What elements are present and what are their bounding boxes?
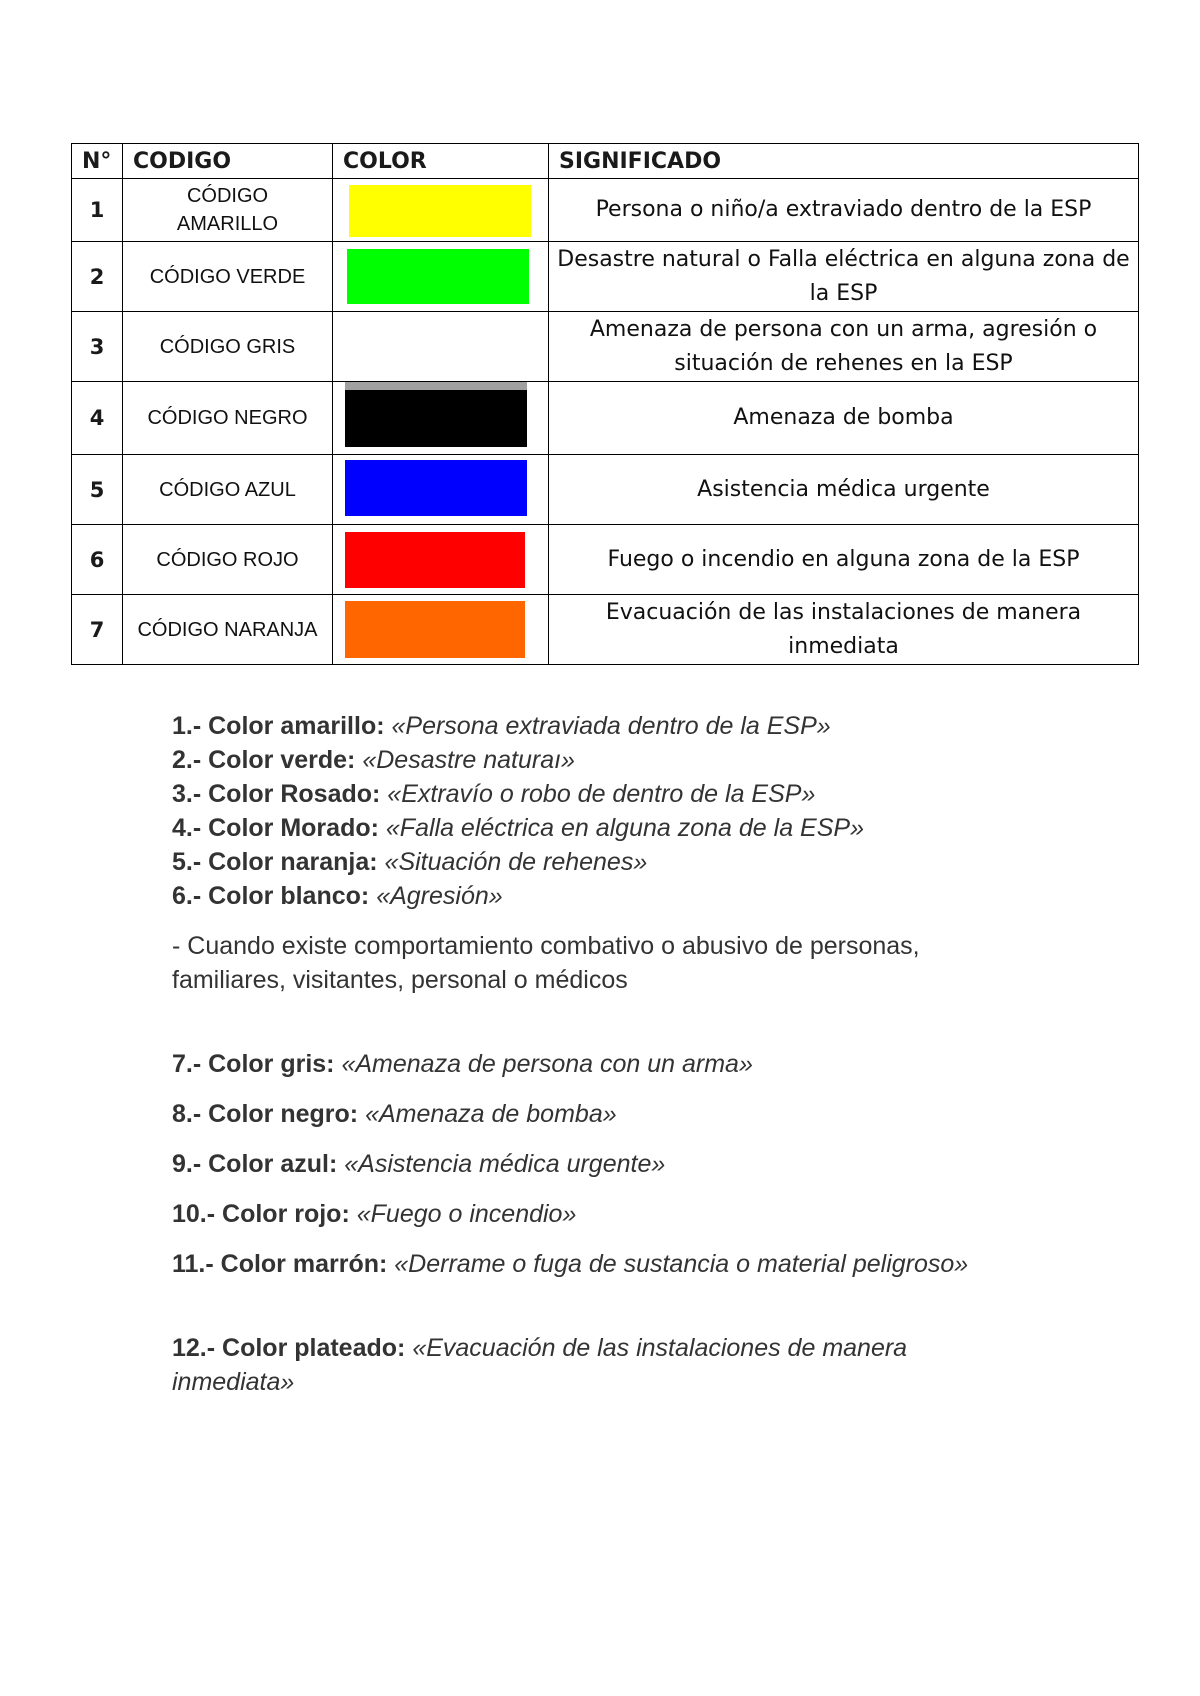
row-number: 2 — [72, 242, 123, 312]
legend-label: 11.- Color marrón: — [172, 1250, 388, 1278]
row-number: 4 — [72, 382, 123, 455]
legend-item — [172, 811, 1032, 845]
row-number: 1 — [72, 179, 123, 242]
legend-label: 6.- Color blanco: — [172, 882, 370, 910]
legend-label: 5.- Color naranja: — [172, 848, 378, 876]
table-row — [72, 242, 1139, 312]
legend-item — [172, 709, 1032, 743]
legend-desc: «Amenaza de bomba» — [365, 1100, 617, 1128]
legend-desc: «Asistencia médica urgente» — [344, 1150, 666, 1178]
legend-desc: «Desastre naturaı» — [362, 746, 575, 774]
legend-desc: «Falla eléctrica en alguna zona de la ESP» — [385, 814, 864, 842]
legend-label: 9.- Color azul: — [172, 1150, 338, 1178]
row-code: CÓDIGO NEGRO — [123, 382, 333, 455]
color-codes-table — [71, 143, 1139, 665]
legend-label: 10.- Color rojo: — [172, 1200, 350, 1228]
table-row — [72, 382, 1139, 455]
row-number: 5 — [72, 455, 123, 525]
row-color — [333, 455, 549, 525]
legend-desc: «Fuego o incendio» — [356, 1200, 577, 1228]
legend-label: 2.- Color verde: — [172, 746, 356, 774]
header-code: CODIGO — [123, 144, 333, 179]
legend-desc: «Derrame o fuga de sustancia o material peligroso» — [394, 1250, 969, 1278]
table-header-row — [72, 144, 1139, 179]
legend-label: 1.- Color amarillo: — [172, 712, 385, 740]
table-row — [72, 455, 1139, 525]
row-color — [333, 242, 549, 312]
row-code: CÓDIGO AZUL — [123, 455, 333, 525]
row-color — [333, 382, 549, 455]
row-code: CÓDIGO VERDE — [123, 242, 333, 312]
legend-item — [172, 845, 1032, 879]
legend-desc: «Situación de rehenes» — [384, 848, 648, 876]
legend-item — [172, 1247, 1032, 1281]
header-num: N° — [72, 144, 123, 179]
header-color: COLOR — [333, 144, 549, 179]
row-color — [333, 595, 549, 665]
color-swatch — [347, 319, 529, 374]
row-meaning: Fuego o incendio en alguna zona de la ESP — [549, 525, 1139, 595]
legend-label: 4.- Color Morado: — [172, 814, 379, 842]
color-swatch — [347, 249, 529, 304]
table-row — [72, 595, 1139, 665]
color-swatch — [349, 185, 531, 237]
legend-label: 3.- Color Rosado: — [172, 780, 381, 808]
legend-note: - Cuando existe comportamiento combativo o abusivo de personas, familiares, visitantes, personal o médicos — [172, 932, 920, 994]
legend-item — [172, 777, 1032, 811]
legend-desc: «Agresión» — [376, 882, 503, 910]
legend-item — [172, 743, 1032, 777]
row-meaning: Evacuación de las instalaciones de manera inmediata — [549, 595, 1139, 665]
legend-item — [172, 1047, 1032, 1081]
row-code: CÓDIGO GRIS — [123, 312, 333, 382]
legend-item — [172, 879, 1032, 913]
legend-item — [172, 1197, 1032, 1231]
swatch-top-bar — [345, 382, 527, 390]
legend-item — [172, 1147, 1032, 1181]
legend-label: 8.- Color negro: — [172, 1100, 359, 1128]
header-meaning: SIGNIFICADO — [549, 144, 1139, 179]
color-swatch — [345, 601, 525, 658]
legend-label: 7.- Color gris: — [172, 1050, 335, 1078]
row-color — [333, 312, 549, 382]
row-color — [333, 525, 549, 595]
legend-desc: «Evacuación de las instalaciones de manera inmediata» — [172, 1334, 908, 1396]
row-meaning: Amenaza de bomba — [549, 382, 1139, 455]
color-swatch — [345, 390, 527, 447]
legend-item — [172, 1097, 1032, 1131]
row-color — [333, 179, 549, 242]
row-meaning: Amenaza de persona con un arma, agresión o situación de rehenes en la ESP — [549, 312, 1139, 382]
legend-item — [172, 1331, 1032, 1399]
row-meaning: Desastre natural o Falla eléctrica en alguna zona de la ESP — [549, 242, 1139, 312]
row-code — [123, 179, 333, 242]
color-swatch — [345, 532, 525, 588]
table-row — [72, 179, 1139, 242]
row-code: CÓDIGO ROJO — [123, 525, 333, 595]
table-row — [72, 312, 1139, 382]
code-label: CÓDIGO AMARILLO — [176, 185, 279, 235]
legend-desc: «Persona extraviada dentro de la ESP» — [391, 712, 831, 740]
legend-label: 12.- Color plateado: — [172, 1334, 406, 1362]
row-meaning: Persona o niño/a extraviado dentro de la ESP — [549, 179, 1139, 242]
row-number: 7 — [72, 595, 123, 665]
row-meaning: Asistencia médica urgente — [549, 455, 1139, 525]
table-row — [72, 525, 1139, 595]
legend-desc: «Amenaza de persona con un arma» — [341, 1050, 753, 1078]
row-number: 3 — [72, 312, 123, 382]
legend-desc: «Extravío o robo de dentro de la ESP» — [387, 780, 816, 808]
row-code: CÓDIGO NARANJA — [123, 595, 333, 665]
color-swatch — [345, 460, 527, 516]
row-number: 6 — [72, 525, 123, 595]
